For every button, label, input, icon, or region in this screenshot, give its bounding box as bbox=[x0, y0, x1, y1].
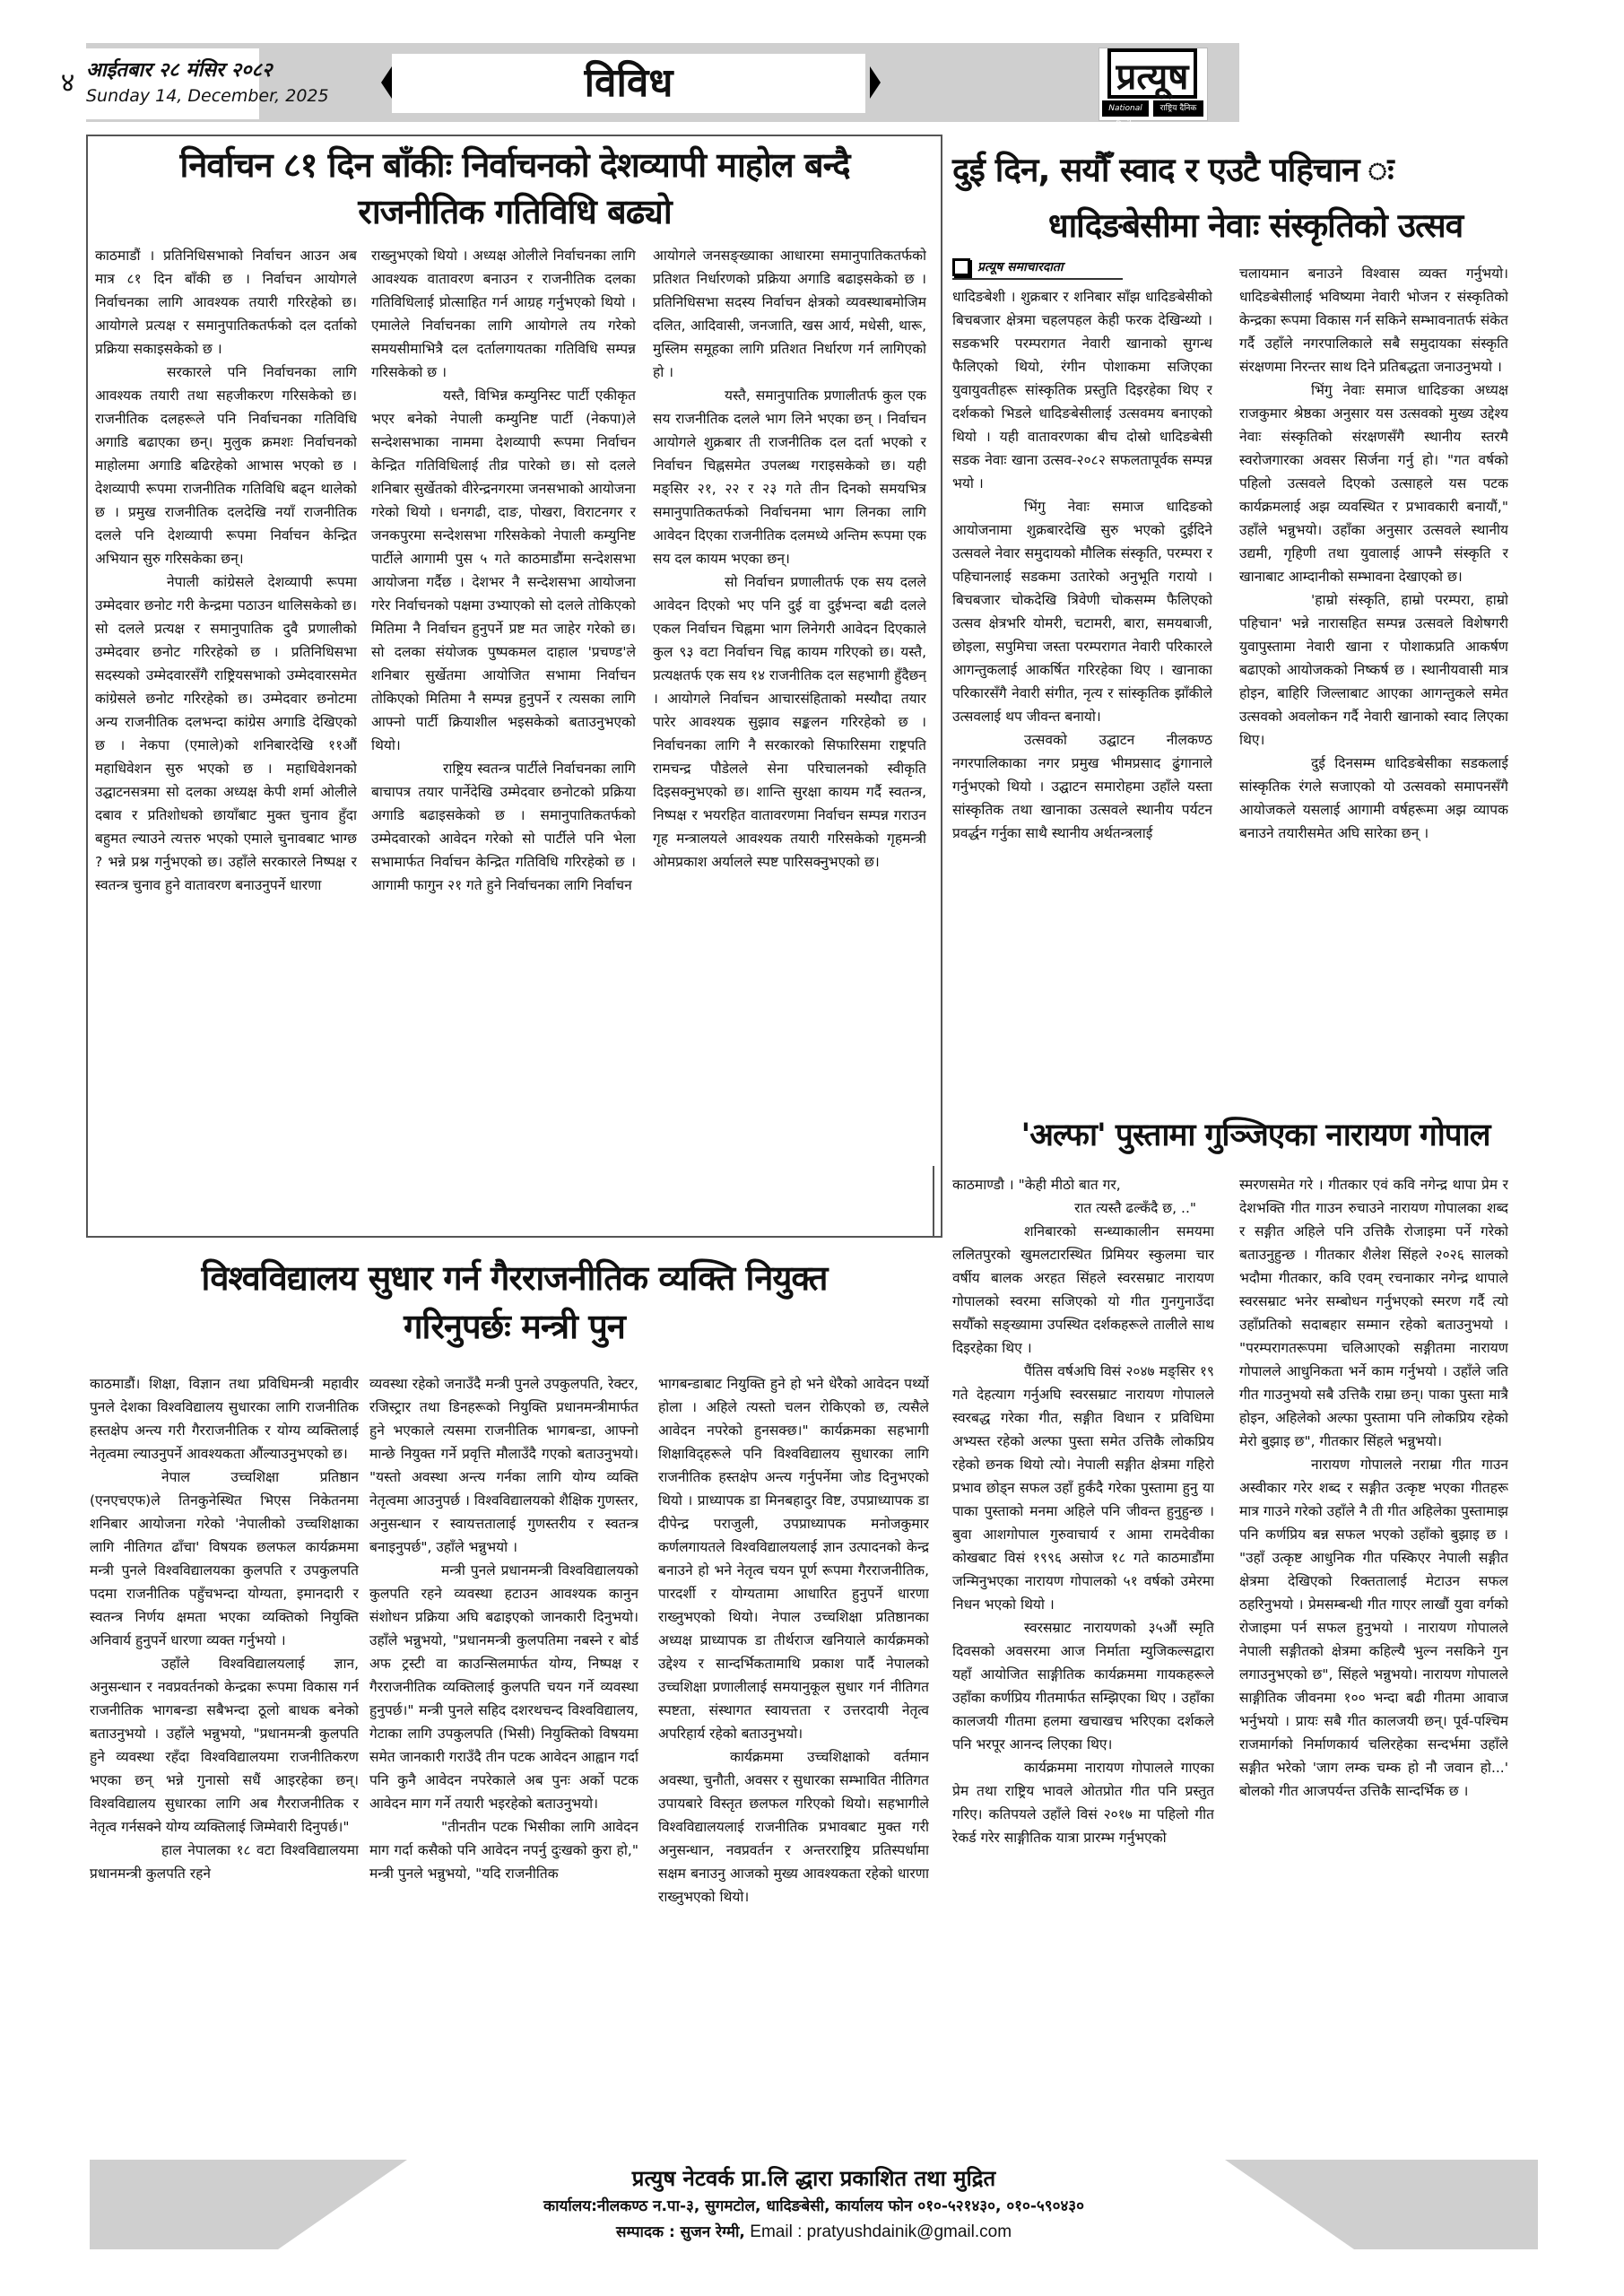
festival-column-1 bbox=[952, 285, 1212, 1065]
paragraph: राष्ट्रिय स्वतन्त्र पार्टीले निर्वाचनका लागि बाचापत्र तयार पार्नेदेखि उम्मेदवार छनोटको प्रक्रिया अगाडि बढाइसकेको छ । समानुपातिकतर्फको उम्मेदवारको आवेदन गरेको सो पार्टीले पनि भेला सभामार्फत निर्वाचन केन्द्रित गतिविधि गरिरहेको छ । आगामी फागुन २१ गते हुने निर्वाचनका लागि निर्वाचन bbox=[371, 761, 636, 893]
election-column-2 bbox=[371, 244, 636, 1231]
logo-tagline-english: National Daily bbox=[1102, 100, 1149, 117]
paragraph: "तीनतीन पटक भिसीका लागि आवेदन माग गर्दा कसैको पनि आवेदन नपर्नु दुःखको कुरा हो," मन्त्री पुनले भन्नुभयो, "यदि राजनीतिक bbox=[369, 1819, 638, 1882]
narayan-gopal-column-2 bbox=[1239, 1173, 1508, 2144]
paragraph: सो निर्वाचन प्रणालीतर्फ एक सय दलले आवेदन दिएको भए पनि दुई वा दुईभन्दा बढी दलले एकल निर्वाचन चिह्नमा भाग लिनेगरी आवेदन दिएकाले कुल ९३ वटा निर्वाचन चिह्न कायम गरिएको छ। यस्तै, प्रत्यक्षतर्फ एक सय १४ राजनीतिक दल सहभागी हुँदैछन् । आयोगले निर्वाचन आचारसंहिताको मस्यौदा तयार पारेर आवश्यक सुझाव सङ्कलन गरिरहेको छ । निर्वाचनका लागि नै सरकारको सिफारिसमा राष्ट्रपति रामचन्द्र पौडेलले सेना परिचालनको स्वीकृति दिइसक्नुभएको छ। शान्ति सुरक्षा कायम गर्दै स्वतन्त्र, निष्पक्ष र भयरहित वातावरणमा निर्वाचन सम्पन्न गराउन गृह मन्त्रालयले आवश्यक तयारी गरिसकेको गृहमन्त्री ओमप्रकाश अर्यालले स्पष्ट पारिसक्नुभएको छ। bbox=[653, 574, 926, 870]
page-number: ४ bbox=[56, 64, 80, 103]
footer-email-link[interactable]: Email : pratyushdainik@gmail.com bbox=[750, 2222, 1012, 2241]
festival-headline-line1: दुई दिन, सयौँ स्वाद र एउटै पहिचान ः bbox=[952, 151, 1394, 189]
election-column-3 bbox=[653, 244, 926, 1231]
university-headline-line1: विश्वविद्यालय सुधार गर्न गैरराजनीतिक व्यक्ति नियुक्त bbox=[201, 1258, 828, 1298]
narayan-gopal-column-1 bbox=[952, 1173, 1214, 2144]
paragraph: धादिङबेशी । शुक्रबार र शनिबार साँझ धादिङबेसीको बिचबजार क्षेत्रमा चहलपहल केही फरक देखिन्थ्यो । सडकभरि परम्परागत नेवारी खानाको सुगन्ध फैलिएको थियो, रंगीन पोशाकमा सजिएका युवायुवतीहरू सांस्कृतिक प्रस्तुति दिइरहेका थिए र दर्शकको भिडले धादिङबेसीलाई उत्सवमय बनाएको थियो । यही वातावरणका बीच दोस्रो धादिङबेसी सडक नेवाः खाना उत्सव-२०८२ सफलतापूर्वक सम्पन्न भयो । bbox=[952, 289, 1212, 491]
next-section-arrow-icon[interactable] bbox=[870, 66, 881, 99]
paragraph: यस्तै, समानुपातिक प्रणालीतर्फ कुल एक सय राजनीतिक दलले भाग लिने भएका छन् । निर्वाचन आयोगले शुक्रबार ती राजनीतिक दल दर्ता भएको र निर्वाचन चिह्नसमेत उपलब्ध गराइसकेको छ। यही मङ्सिर २१, २२ र २३ गते तीन दिनको समयभित्र समानुपातिकतर्फको निर्वाचनमा भाग लिनका लागि आवेदन दिएका राजनीतिक दलमध्ये अन्तिम रूपमा एक सय दल कायम भएका छन्। bbox=[653, 387, 926, 567]
paragraph: स्वरसम्राट नारायणको ३५औं स्मृति दिवसको अवसरमा आज निर्माता म्युजिकल्सद्वारा यहाँ आयोजित साङ्गीतिक कार्यक्रममा गायकहरूले उहाँका कर्णप्रिय गीतमार्फत सम्झिएका थिए । उहाँका कालजयी गीतमा हलमा खचाखच भरिएका दर्शकले पनि भरपूर आनन्द लिएका थिए। bbox=[952, 1620, 1214, 1752]
festival-byline bbox=[952, 258, 1123, 280]
footer-publisher: प्रत्युष नेटवर्क प्रा.लि द्धारा प्रकाशित तथा मुद्रित bbox=[631, 2166, 996, 2191]
paragraph: भिंगु नेवाः समाज धादिङका अध्यक्ष राजकुमार श्रेष्ठका अनुसार यस उत्सवको मुख्य उद्देश्य नेवाः संस्कृतिको संरक्षणसँगै स्थानीय स्तरमै स्वरोजगारका अवसर सिर्जना गर्नु हो। "गत वर्षको पहिलो उत्सवले दिएको उत्साहले यस पटक कार्यक्रमलाई अझ व्यवस्थित र प्रभावकारी बनायौं," उहाँले भन्नुभयो। उहाँका अनुसार उत्सवले स्थानीय उद्यमी, गृहिणी तथा युवालाई आफ्नै संस्कृति र खानाबाट आम्दानीको सम्भावना देखाएको छ। bbox=[1239, 382, 1508, 585]
byline-square-icon bbox=[952, 258, 970, 276]
paragraph: स्मरणसमेत गरे । गीतकार एवं कवि नगेन्द्र थापा प्रेम र देशभक्ति गीत गाउन रुचाउने नारायण गोपालका शब्द र सङ्गीत अहिले पनि उत्तिकै रोजाइमा पर्ने गरेको बताउनुहुन्छ । गीतकार शैलेश सिंहले २०२६ सालको भदौमा गीतकार, कवि एवम् रचनाकार नगेन्द्र थापाले स्वरसम्राट भनेर सम्बोधन गर्नुभएको स्मरण गर्दै त्यो उहाँप्रतिको सदाबहार सम्मान रहेको बताउनुभयो । "परम्परागतरूपमा चलिआएको सङ्गीतमा नारायण गोपालले आधुनिकता भर्ने काम गर्नुभयो । उहाँले जति गीत गाउनुभयो सबै उत्तिकै राम्रा छन्। पाका पुस्ता मात्रै होइन, अहिलेको अल्फा पुस्तामा पनि लोकप्रिय रहेको मेरो बुझाइ छ", गीतकार सिंहले भन्नुभयो। bbox=[1239, 1177, 1508, 1449]
logo-wordmark: प्रत्यूष bbox=[1107, 48, 1197, 99]
prev-section-arrow-icon[interactable] bbox=[381, 66, 392, 99]
festival-column-2 bbox=[1239, 262, 1508, 1065]
column-divider bbox=[933, 1166, 934, 1238]
paragraph: यस्तै, विभिन्न कम्युनिस्ट पार्टी एकीकृत भएर बनेको नेपाली कम्युनिष्ट पार्टी (नेकपा)ले सन्देशसभाका नाममा देशव्यापी रूपमा निर्वाचन केन्द्रित गतिविधिलाई तीव्र पारेको छ। सो दलले शनिबार सुर्खेतको वीरेन्द्रनगरमा जनसभाको आयोजना गरेको थियो । धनगढी, दाङ, पोखरा, विराटनगर र जनकपुरमा सन्देशसभा गरिसकेको नेपाली कम्युनिष्ट पार्टीले आगामी पुस ५ गते काठमाडौंमा सन्देशसभा आयोजना गर्दैछ । देशभर नै सन्देशसभा आयोजना गरेर निर्वाचनको पक्षमा उभ्याएको सो दलले तोकिएको मितिमा नै निर्वाचन हुनुपर्ने प्रष्ट मत जाहेर गरेको छ। सो दलका संयोजक पुष्पकमल दाहाल 'प्रचण्ड'ले शनिबार सुर्खेतमा आयोजित सभामा निर्वाचन तोकिएको मितिमा नै सम्पन्न हुनुपर्ने र त्यसका लागि आफ्नो पार्टी क्रियाशील भइसकेको बताउनुभएको थियो। bbox=[371, 387, 636, 753]
paragraph: पैंतिस वर्षअघि विसं २०४७ मङ्सिर १९ गते देहत्याग गर्नुअघि स्वरसम्राट नारायण गोपालले स्वरबद्ध गरेका गीत, सङ्गीत विधान र प्रविधिमा अभ्यस्त रहेको अल्फा पुस्ता समेत उत्तिकै लोकप्रिय रहेको छनक थियो त्यो। नेपाली सङ्गीत क्षेत्रमा गहिरो प्रभाव छोड्न सफल उहाँ हुर्कंदै गरेका पुस्तामा हुनु या पाका पुस्ताको मनमा अहिले पनि जीवन्त हुनुहुन्छ । बुवा आशगोपाल गुरुवाचार्य र आमा रामदेवीका कोखबाट विसं १९९६ असोज १८ गते काठमाडौंमा जन्मिनुभएका नारायण गोपालको ५१ वर्षको उमेरमा निधन भएको थियो । bbox=[952, 1363, 1214, 1613]
byline-text: प्रत्यूष समाचारदाता bbox=[977, 260, 1064, 274]
paragraph: मन्त्री पुनले प्रधानमन्त्री विश्वविद्यालयको कुलपति रहने व्यवस्था हटाउन आवश्यक कानुन संशोधन प्रक्रिया अघि बढाइएको जानकारी दिनुभयो। उहाँले भन्नुभयो, "प्रधानमन्त्री कुलपतिमा नबस्ने र बोर्ड अफ ट्रस्टी वा काउन्सिलमार्फत योग्य, निष्पक्ष र गैरराजनीतिक व्यक्तिलाई कुलपति चयन गर्ने व्यवस्था हुनुपर्छ।" मन्त्री पुनले सहिद दशरथचन्द विश्वविद्यालय, गेटाका लागि उपकुलपति (भिसी) नियुक्तिको विषयमा समेत जानकारी गराउँदै तीन पटक आवेदन आह्वान गर्दा पनि कुनै आवेदन नपरेकाले अब पुनः अर्को पटक आवेदन माग गर्ने तयारी भइरहेको बताउनुभयो। bbox=[369, 1562, 638, 1812]
paragraph: हाल नेपालका १८ वटा विश्वविद्यालयमा प्रधानमन्त्री कुलपति रहने bbox=[90, 1842, 359, 1882]
paragraph: उत्सवको उद्घाटन नीलकण्ठ नगरपालिकाका नगर प्रमुख भीमप्रसाद ढुंगानाले गर्नुभएको थियो । उद्घाटन समारोहमा उहाँले यस्ता सांस्कृतिक तथा खानाका उत्सवले स्थानीय पर्यटन प्रवर्द्धन गर्नुका साथै स्थानीय अर्थतन्त्रलाई bbox=[952, 732, 1212, 841]
paragraph: उहाँले विश्वविद्यालयलाई ज्ञान, अनुसन्धान र नवप्रवर्तनको केन्द्रका रूपमा विकास गर्न राजनीतिक भागबन्डा सबैभन्दा ठूलो बाधक बनेको बताउनुभयो । उहाँले भन्नुभयो, "प्रधानमन्त्री कुलपति हुने व्यवस्था रहँदा विश्वविद्यालयमा राजनीतिकरण भएका छन् भन्ने गुनासो सधैं आइरहेका छन्। विश्वविद्यालय सुधारका लागि अब गैरराजनीतिक र नेतृत्व गर्नसक्ने योग्य व्यक्तिलाई जिम्मेवारी दिनुपर्छ।" bbox=[90, 1656, 359, 1835]
verse-line: रात त्यस्तै ढल्कँदै छ, .." bbox=[1074, 1200, 1196, 1216]
election-headline-line1: निर्वाचन ८१ दिन बाँकीः निर्वाचनको देशव्यापी माहोल बन्दै bbox=[179, 145, 850, 185]
paragraph: दुई दिनसम्म धादिङबेसीका सडकलाई सांस्कृतिक रंगले सजाएको यो उत्सवको समापनसँगै आयोजकले यसलाई आगामी वर्षहरूमा अझ व्यापक बनाउने तयारीसमेत अघि सारेका छन् । bbox=[1239, 755, 1508, 841]
paragraph: काठमाडौं । प्रतिनिधिसभाको निर्वाचन आउन अब मात्र ८१ दिन बाँकी छ । निर्वाचन आयोगले निर्वाचनका लागि आवश्यक तयारी गरिरहेको छ। आयोगले प्रत्यक्ष र समानुपातिकतर्फको दल दर्ताको प्रक्रिया सकाइसकेको छ । bbox=[95, 248, 357, 357]
university-column-2 bbox=[369, 1372, 638, 2144]
election-headline-line2: राजनीतिक गतिविधि बढ्यो bbox=[358, 192, 672, 231]
paragraph: राख्नुभएको थियो । अध्यक्ष ओलीले निर्वाचनका लागि आवश्यक वातावरण बनाउन र राजनीतिक दलका गतिविधिलाई प्रोत्साहित गर्न आग्रह गर्नुभएको थियो । एमालेले निर्वाचनका लागि आयोगले तय गरेको समयसीमाभित्रै दल दर्तालगायतका गतिविधि सम्पन्न गरिसकेको छ । bbox=[371, 248, 636, 380]
election-column-1 bbox=[95, 244, 357, 1231]
paragraph: शनिबारको सन्ध्याकालीन समयमा ललितपुरको खुमलटारस्थित प्रिमियर स्कुलमा चार वर्षीय बालक अरहत सिंहले स्वरसम्राट नारायण गोपालको स्वरमा सजिएको यो गीत गुनगुनाउँदा सयौँको सङ्ख्यामा उपस्थित दर्शकहरूले तालीले साथ दिइरहेका थिए । bbox=[952, 1223, 1214, 1356]
paragraph: चलायमान बनाउने विश्वास व्यक्त गर्नुभयो। धादिङबेसीलाई भविष्यमा नेवारी भोजन र संस्कृतिको केन्द्रका रूपमा विकास गर्न सकिने सम्भावनातर्फ संकेत गर्दै उहाँले नगरपालिकाले सबै समुदायका संस्कृति संरक्षणमा निरन्तर साथ दिने प्रतिबद्धता जनाउनुभयो । bbox=[1239, 265, 1508, 375]
logo-tagline-nepali: राष्ट्रिय दैनिक bbox=[1153, 100, 1203, 117]
paragraph: 'हाम्रो संस्कृति, हाम्रो परम्परा, हाम्रो पहिचान' भन्ने नारासहित सम्पन्न उत्सवले विशेषगरी युवापुस्तामा नेवारी खाना र पोशाकप्रति आकर्षण बढाएको आयोजकको निष्कर्ष छ । स्थानीयवासी मात्र होइन, बाहिरि जिल्लाबाट आएका आगन्तुकले समेत उत्सवको अवलोकन गर्दै नेवारी खानाको स्वाद लिएका थिए। bbox=[1239, 592, 1508, 748]
paragraph: कार्यक्रममा नारायण गोपालले गाएका प्रेम तथा राष्ट्रिय भावले ओतप्रोत गीत पनि प्रस्तुत गरिए। कतिपयले उहाँले विसं २०१७ मा पहिलो गीत रेकर्ड गरेर साङ्गीतिक यात्रा प्रारम्भ गर्नुभएको bbox=[952, 1760, 1214, 1846]
paragraph: काठमाण्डौ । "केही मीठो बात गर, bbox=[952, 1177, 1121, 1193]
paragraph: कार्यक्रममा उच्चशिक्षाको वर्तमान अवस्था, चुनौती, अवसर र सुधारका सम्भावित नीतिगत उपायबारे विस्तृत छलफल गरिएको थियो। सहभागीले विश्वविद्यालयलाई राजनीतिक प्रभावबाट मुक्त गरी अनुसन्धान, नवप्रवर्तन र अन्तरराष्ट्रिय प्रतिस्पर्धामा सक्षम बनाउनु आजको मुख्य आवश्यकता रहेको धारणा राख्नुभएको थियो। bbox=[658, 1749, 929, 1905]
paragraph: नेपाली कांग्रेसले देशव्यापी रूपमा उम्मेदवार छनोट गरी केन्द्रमा पठाउन थालिसकेको छ। सो दलले प्रत्यक्ष र समानुपातिक दुवै प्रणालीको उम्मेदवार छनोट गरिरहेको छ । प्रतिनिधिसभा सदस्यको उम्मेदवारसँगै राष्ट्रियसभाको उम्मेदवारसमेत कांग्रेसले छनोट गरिरहेको छ। उम्मेदवार छनोटमा अन्य राजनीतिक दलभन्दा कांग्रेस अगाडि देखिएको छ । नेकपा (एमाले)को शनिबारदेखि ११औं महाधिवेशन सुरु भएको छ । महाधिवेशनको उद्घाटनसत्रमा सो दलका अध्यक्ष केपी शर्मा ओलीले दबाव र प्रतिशोधको छायाँबाट मुक्त चुनाव हुँदा बहुमत ल्याउने त्यत्तरु भएको एमाले चुनावबाट भाग्छ ? भन्ने प्रश्न गर्नुभएको छ। उहाँले सरकारले निष्पक्ष र स्वतन्त्र चुनाव हुने वातावरण बनाउनुपर्ने धारणा bbox=[95, 574, 357, 893]
university-column-1 bbox=[90, 1372, 359, 2144]
paragraph: नेपाल उच्चशिक्षा प्रतिष्ठान (एनएचएफ)ले तिनकुनेस्थित भिएस निकेतनमा शनिबार आयोजना गरेको 'नेपालीको उच्चशिक्षाका लागि नीतिगत ढाँचा' विषयक छलफल कार्यक्रममा मन्त्री पुनले विश्वविद्यालयका कुलपति र उपकुलपति पदमा राजनीतिक पहुँचभन्दा योग्यता, इमानदारी र स्वतन्त्र निर्णय क्षमता भएका व्यक्तिको नियुक्ति अनिवार्य हुनुपर्ने धारणा व्यक्त गर्नुभयो । bbox=[90, 1469, 359, 1648]
footer-address: कार्यालय:नीलकण्ठ न.पा-३, सुगमटोल, धादिङबेसी, कार्यालय फोन ०१०-५२१४३०, ०१०-५९०४३० bbox=[543, 2197, 1084, 2215]
footer-editor: सम्पादक : सुजन रेग्मी, bbox=[615, 2223, 745, 2241]
section-title: विविध bbox=[392, 54, 865, 113]
date-english: Sunday 14, December, 2025 bbox=[86, 86, 329, 106]
paragraph: भागबन्डाबाट नियुक्ति हुने हो भने धेरैको आवेदन पर्थ्यो होला । अहिले त्यस्तो चलन रोकिएको छ, त्यसैले आवेदन नपरेको हुनसक्छ।" कार्यक्रमका सहभागी शिक्षाविद्हरूले पनि विश्वविद्यालय सुधारका लागि राजनीतिक हस्तक्षेप अन्त्य गर्नुपर्नेमा जोड दिनुभएको थियो । प्राध्यापक डा मिनबहादुर विष्ट, उपप्राध्यापक डा दीपेन्द्र पराजुली, उपप्राध्यापक मनोजकुमार कर्णलगायतले विश्वविद्यालयलाई ज्ञान उत्पादनको केन्द्र बनाउने हो भने नेतृत्व चयन पूर्ण रूपमा गैरराजनीतिक, पारदर्शी र योग्यतामा आधारित हुनुपर्ने धारणा राख्नुभएको थियो। नेपाल उच्चशिक्षा प्रतिष्ठानका अध्यक्ष प्राध्यापक डा तीर्थराज खनियाले कार्यक्रमको उद्देश्य र सान्दर्भिकतामाथि प्रकाश पार्दै नेपालको उच्चशिक्षा प्रणालीलाई समयानुकूल सुधार गर्न नीतिगत स्पष्टता, संस्थागत स्वायत्तता र उत्तरदायी नेतृत्व अपरिहार्य रहेको बताउनुभयो। bbox=[658, 1376, 929, 1742]
university-headline-line2: गरिनुपर्छः मन्त्री पुन bbox=[404, 1307, 625, 1346]
date-nepali: आईतबार २८ मंसिर २०८२ bbox=[86, 58, 273, 82]
narayan-gopal-headline: 'अल्फा' पुस्तामा गुञ्जिएका नारायण गोपाल bbox=[1020, 1118, 1490, 1153]
paragraph: आयोगले जनसङ्ख्याका आधारमा समानुपातिकतर्फको प्रतिशत निर्धारणको प्रक्रिया अगाडि बढाइसकेको छ । प्रतिनिधिसभा सदस्य निर्वाचन क्षेत्रको व्यवस्थाबमोजिम दलित, आदिवासी, जनजाति, खस आर्य, मधेसी, थारू, मुस्लिम समूहका लागि प्रतिशत निर्धारण गर्न लागिएको हो । bbox=[653, 248, 926, 380]
university-column-3 bbox=[658, 1372, 929, 2144]
paragraph: काठमाडौं। शिक्षा, विज्ञान तथा प्रविधिमन्त्री महावीर पुनले देशका विश्वविद्यालय सुधारका लागि राजनीतिक हस्तक्षेप अन्त्य गरी गैरराजनीतिक र योग्य व्यक्तिलाई नेतृत्वमा ल्याउनुपर्ने आवश्यकता औंल्याउनुभएको छ। bbox=[90, 1376, 359, 1462]
paragraph: सरकारले पनि निर्वाचनका लागि आवश्यक तयारी तथा सहजीकरण गरिसकेको छ। राजनीतिक दलहरूले पनि निर्वाचनका गतिविधि अगाडि बढाएका छन्। मुलुक क्रमशः निर्वाचनको माहोलमा अगाडि बढिरहेको आभास भएको छ । देशव्यापी रूपमा राजनीतिक गतिविधि बढ्न थालेको छ । प्रमुख राजनीतिक दलदेखि नयाँ राजनीतिक दलले पनि देशव्यापी रूपमा निर्वाचन केन्द्रित अभियान सुरु गरिसकेका छन्। bbox=[95, 364, 357, 567]
paragraph: नारायण गोपालले नराम्रा गीत गाउन अस्वीकार गरेर शब्द र सङ्गीत उत्कृष्ट भएका गीतहरू मात्र गाउने गरेको उहाँले नै ती गीत अहिलेका पुस्तामाझ पनि कर्णप्रिय बन्न सफल भएको उहाँको बुझाइ छ । "उहाँ उत्कृष्ट आधुनिक गीत पस्किएर नेपाली सङ्गीत क्षेत्रमा देखिएको रिक्ततालाई मेटाउन सफल ठहरिनुभयो । प्रेमसम्बन्धी गीत गाएर लाखौं युवा वर्गको रोजाइमा पर्न सफल हुनुभयो । नारायण गोपालले नेपाली सङ्गीतको क्षेत्रमा कहिल्यै भुल्न नसकिने गुन लगाउनुभएको छ", सिंहले भन्नुभयो। नारायण गोपालले साङ्गीतिक जीवनमा १०० भन्दा बढी गीतमा आवाज भर्नुभयो । प्रायः सबै गीत कालजयी छन्। पूर्व-पश्चिम राजमार्गको निर्माणकार्य चलिरहेका सन्दर्भमा उहाँले सङ्गीत भरेको 'जाग लम्क चम्क हो नौ जवान हो...' बोलको गीत आजपर्यन्त उत्तिकै सान्दर्भिक छ । bbox=[1239, 1457, 1508, 1799]
festival-headline-line2: धादिङबेसीमा नेवाः संस्कृतिको उत्सव bbox=[1047, 206, 1463, 245]
footer-contact bbox=[90, 2221, 1538, 2242]
paragraph: व्यवस्था रहेको जनाउँदै मन्त्री पुनले उपकुलपति, रेक्टर, रजिस्ट्रार तथा डिनहरूको नियुक्ति प्रधानमन्त्रीमार्फत हुने भएकाले त्यसमा राजनीतिक भागबन्डा, आफ्नो मान्छे नियुक्त गर्ने प्रवृत्ति मौलाउँदै गएको बताउनुभयो। "यस्तो अवस्था अन्त्य गर्नका लागि योग्य व्यक्ति नेतृत्वमा आउनुपर्छ । विश्वविद्यालयको शैक्षिक गुणस्तर, अनुसन्धान र स्वायत्ततालाई गुणस्तरीय र स्वतन्त्र बनाइनुपर्छ", उहाँले भन्नुभयो । bbox=[369, 1376, 638, 1555]
paragraph: भिंगु नेवाः समाज धादिङको आयोजनामा शुक्रबारदेखि सुरु भएको दुईदिने उत्सवले नेवार समुदायको मौलिक संस्कृति, परम्परा र पहिचानलाई सडकमा उतारेको अनुभूति गरायो । बिचबजार चोकदेखि त्रिवेणी चोकसम्म फैलिएको उत्सव क्षेत्रभरि योमरी, चटामरी, बारा, समयबाजी, छोइला, सपुमिचा जस्ता परम्परागत नेवारी परिकारले आगन्तुकलाई आकर्षित गरिरहेका थिए । खानाका परिकारसँगै नेवारी संगीत, नृत्य र सांस्कृतिक झाँकीले उत्सवलाई थप जीवन्त बनायो। bbox=[952, 499, 1212, 725]
